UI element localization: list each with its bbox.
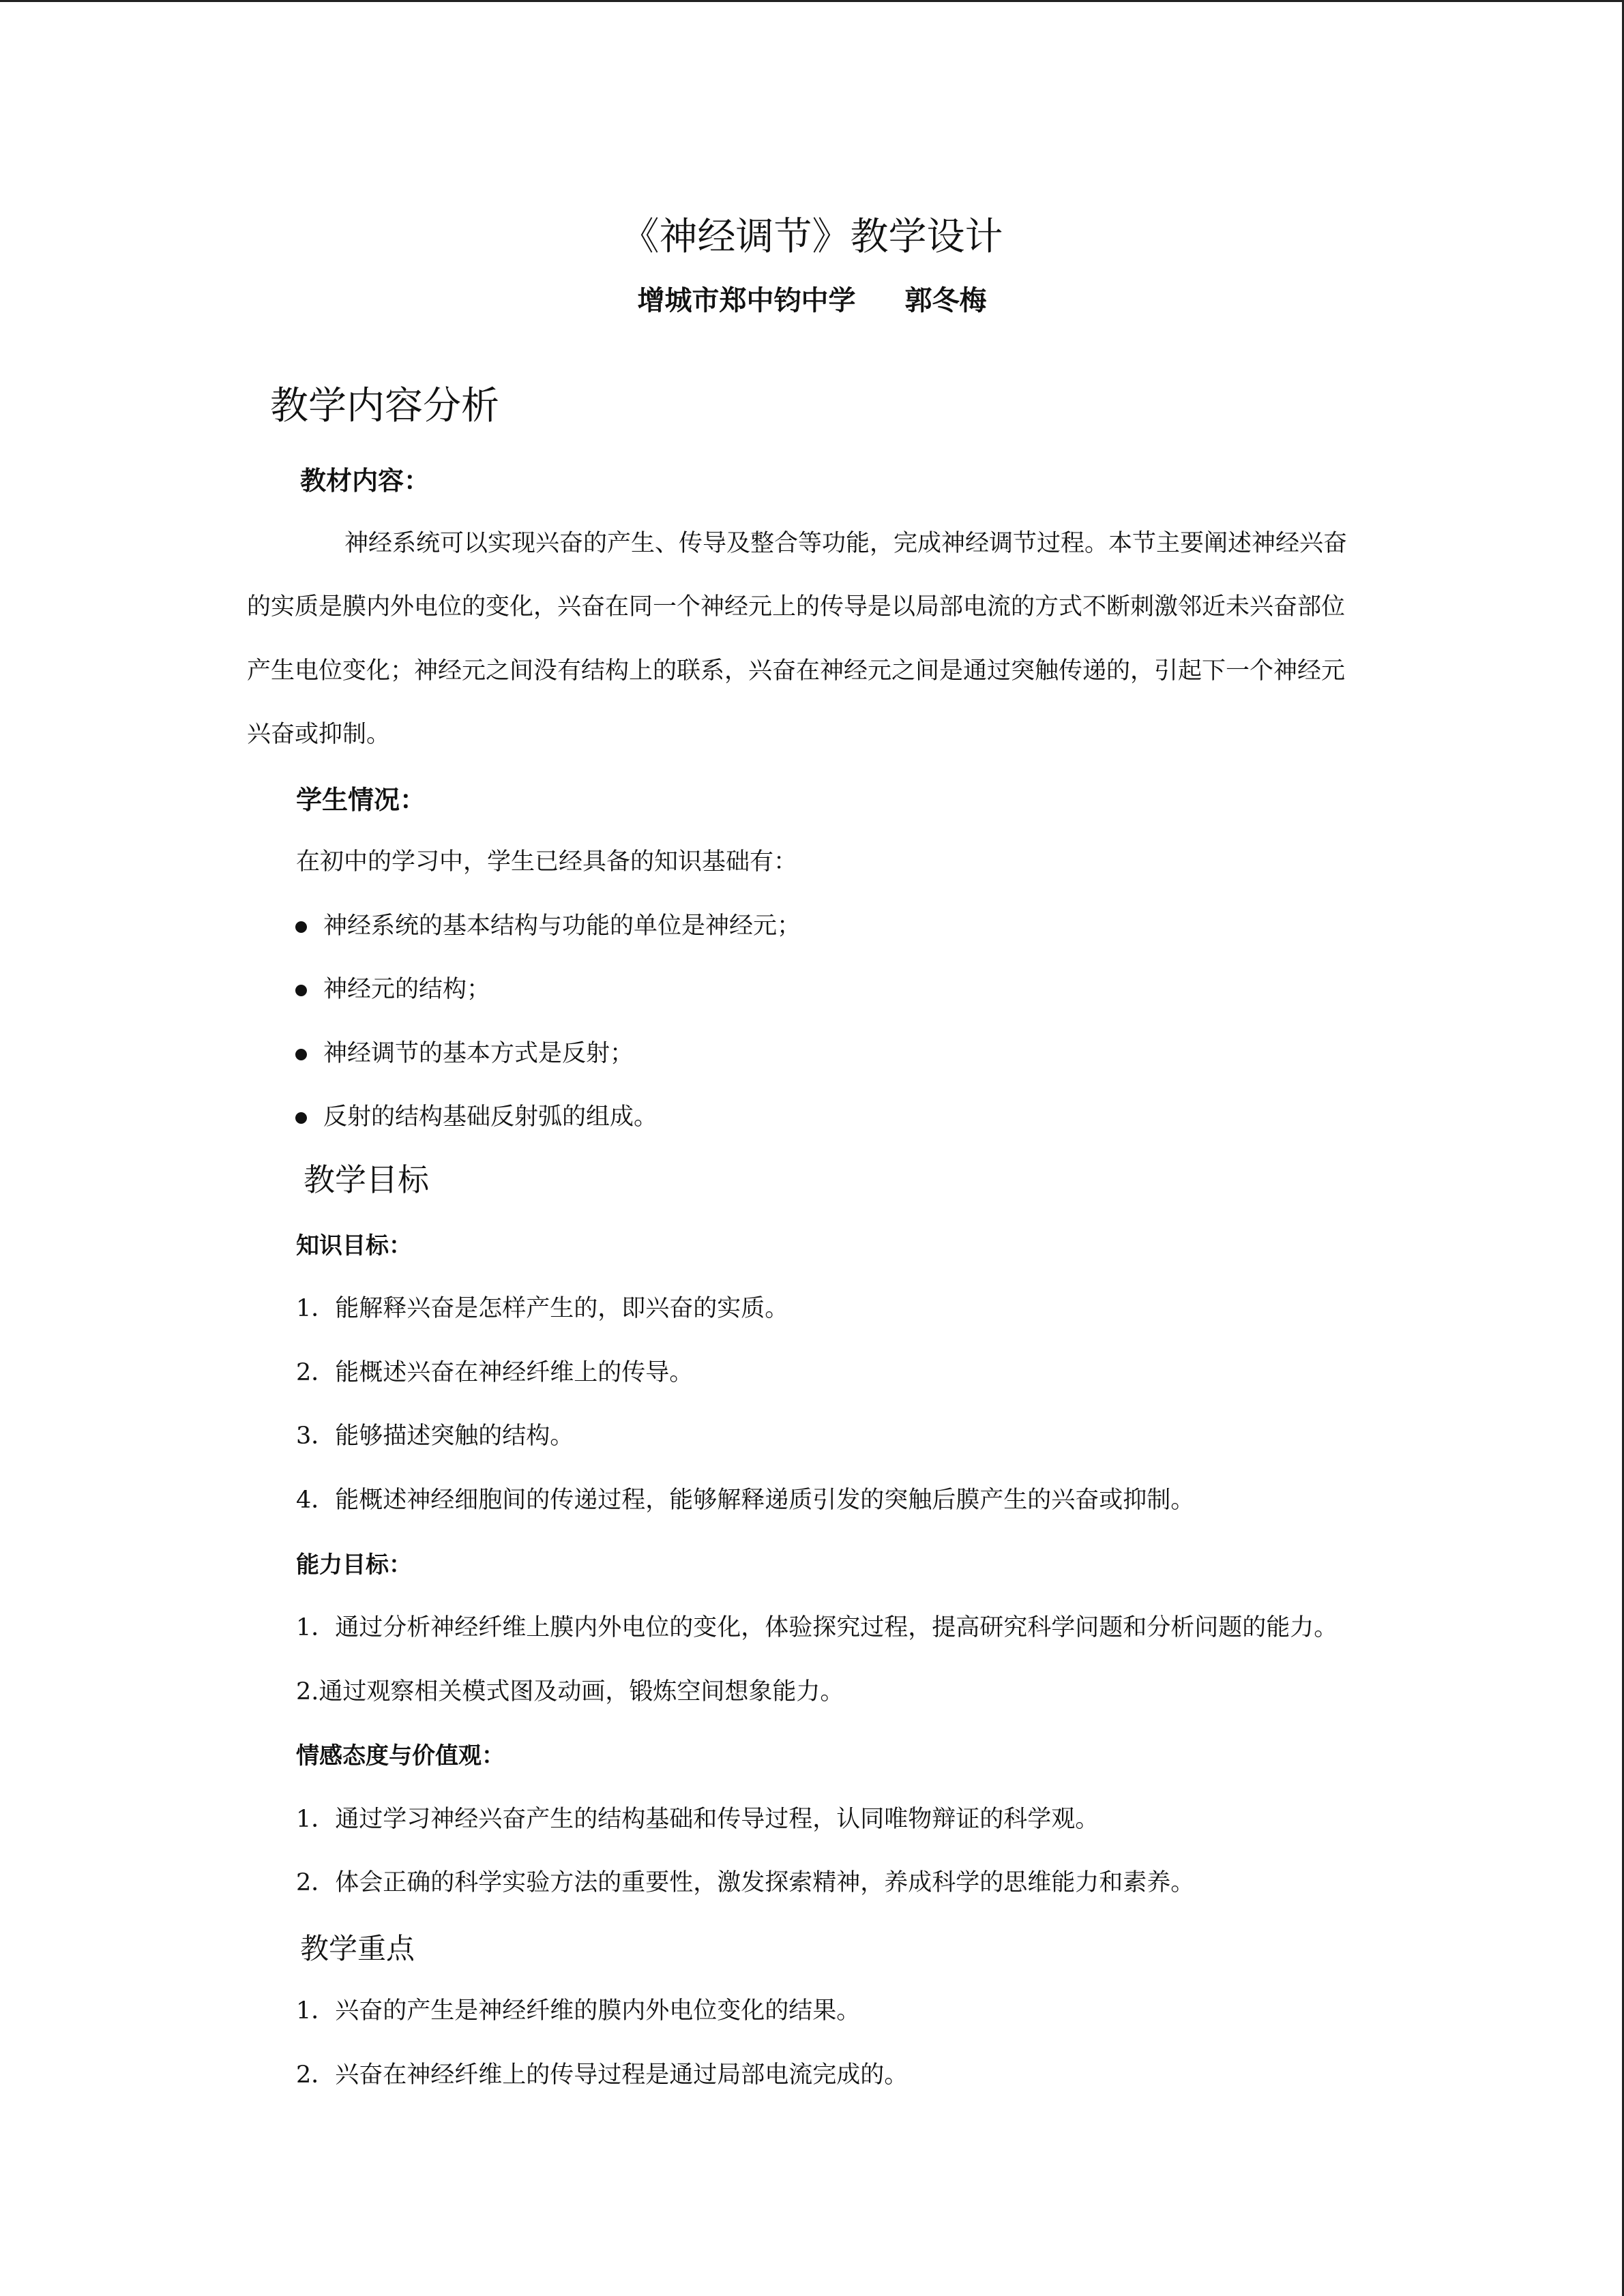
ability-item-2: 2.通过观察相关模式图及动画，锻炼空间想象能力。: [296, 1678, 844, 1705]
knowledge-item-1: 1．能解释兴奋是怎样产生的，即兴奋的实质。: [296, 1295, 789, 1322]
materials-line-3: 产生电位变化；神经元之间没有结构上的联系，兴奋在神经元之间是通过突触传递的，引起下一个神经元: [247, 657, 1346, 685]
key-point-2: 2．兴奋在神经纤维上的传导过程是通过局部电流完成的。: [296, 2061, 909, 2089]
students-intro: 在初中的学习中，学生已经具备的知识基础有：: [296, 848, 798, 876]
section-heading-content-analysis: 教学内容分析: [270, 384, 499, 428]
materials-heading: 教材内容：: [300, 466, 430, 496]
bullet-icon: [295, 985, 307, 996]
students-bullet-3: 神经调节的基本方式是反射；: [323, 1040, 634, 1067]
knowledge-item-2: 2．能概述兴奋在神经纤维上的传导。: [296, 1359, 694, 1386]
document-title: 《神经调节》教学设计: [621, 215, 1003, 259]
author-line: [0, 287, 1624, 314]
materials-line-1: 神经系统可以实现兴奋的产生、传导及整合等功能，完成神经调节过程。本节主要阐述神经兴奋: [344, 530, 1348, 557]
section-heading-key-points: 教学重点: [300, 1932, 415, 1965]
emotion-item-1: 1．通过学习神经兴奋产生的结构基础和传导过程，认同唯物辩证的科学观。: [296, 1806, 1099, 1833]
knowledge-heading: 知识目标：: [296, 1232, 412, 1259]
key-point-1: 1．兴奋的产生是神经纤维的膜内外电位变化的结果。: [296, 1997, 861, 2025]
ability-heading: 能力目标：: [296, 1551, 412, 1579]
author-school: 增城市郑中钧中学: [637, 285, 856, 316]
students-bullet-2: 神经元的结构；: [323, 976, 491, 1003]
emotion-heading: 情感态度与价值观：: [296, 1742, 505, 1770]
section-heading-goals: 教学目标: [304, 1161, 429, 1198]
materials-line-2: 的实质是膜内外电位的变化，兴奋在同一个神经元上的传导是以局部电流的方式不断刺激邻近未兴奋部位: [247, 593, 1346, 621]
students-heading: 学生情况：: [296, 785, 426, 815]
page-top-border: [0, 0, 1624, 2]
bullet-icon: [295, 1049, 307, 1060]
students-bullet-1: 神经系统的基本结构与功能的单位是神经元；: [323, 912, 801, 940]
bullet-icon: [295, 921, 307, 933]
emotion-item-2: 2．体会正确的科学实验方法的重要性，激发探索精神，养成科学的思维能力和素养。: [296, 1869, 1195, 1896]
students-bullet-4: 反射的结构基础反射弧的组成。: [323, 1103, 658, 1131]
author-name: 郭冬梅: [904, 285, 987, 316]
knowledge-item-4: 4．能概述神经细胞间的传递过程，能够解释递质引发的突触后膜产生的兴奋或抑制。: [296, 1487, 1195, 1514]
materials-line-4: 兴奋或抑制。: [247, 721, 391, 748]
knowledge-item-3: 3．能够描述突触的结构。: [296, 1422, 574, 1450]
ability-item-1: 1．通过分析神经纤维上膜内外电位的变化，体验探究过程，提高研究科学问题和分析问题的能力。: [296, 1614, 1338, 1641]
bullet-icon: [295, 1112, 307, 1124]
